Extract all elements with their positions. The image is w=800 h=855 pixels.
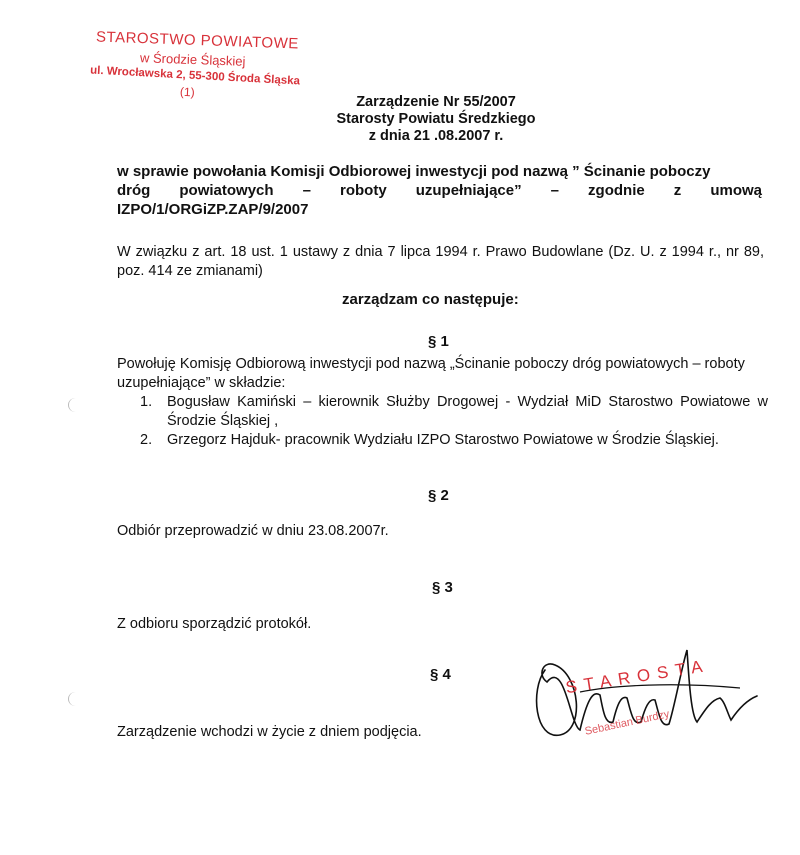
document-date: z dnia 21 .08.2007 r. xyxy=(368,128,504,144)
subject-line-1: w sprawie powołania Komisji Odbiorowej inwestycji pod nazwą ” Ścinanie poboczy xyxy=(117,163,711,180)
list-item-text: Bogusław Kamiński – kierownik Służby Drogowej - Wydział MiD Starostwo Powiatowe w Środzie Śląskiej , xyxy=(167,394,768,429)
stamp-line-1: STAROSTWO POWIATOWE xyxy=(95,28,300,53)
legal-basis: W związku z art. 18 ust. 1 ustawy z dnia 7 lipca 1994 r. Prawo Budowlane (Dz. U. z 1994 r., nr 89, poz. 414 ze zmianami) xyxy=(117,244,764,279)
list-item xyxy=(140,393,768,431)
section-1-heading: § 1 xyxy=(428,333,449,350)
punch-hole-mark xyxy=(68,398,83,412)
committee-members-list xyxy=(140,393,768,450)
section-1-text: Powołuję Komisję Odbiorową inwestycji pod nazwą „Ścinanie poboczy dróg powiatowych – roboty uzupełniające” w składzie: xyxy=(117,356,745,391)
section-2-heading: § 2 xyxy=(428,487,449,504)
signature-stamp-title: STAROSTA xyxy=(564,655,711,698)
list-item xyxy=(140,431,768,450)
punch-hole-mark xyxy=(68,692,83,706)
stamp-line-3: ul. Wrocławska 2, 55-300 Środa Śląska xyxy=(89,64,301,88)
signature-stamp-name: Sebastian Burdzy xyxy=(583,708,671,738)
list-item-number: 2. xyxy=(140,432,153,448)
subject-line-2: dróg powiatowych – roboty uzupełniające” – zgodnie z umową xyxy=(117,182,762,199)
handwritten-signature xyxy=(525,630,765,755)
stamp-line-4: (1) xyxy=(179,84,196,100)
decree-heading: zarządzam co następuje: xyxy=(342,291,519,308)
document-issuer: Starosty Powiatu Średzkiego xyxy=(336,111,536,127)
document-subject xyxy=(117,162,762,219)
section-3-text: Z odbioru sporządzić protokół. xyxy=(117,616,312,632)
section-4-heading: § 4 xyxy=(430,666,451,683)
office-stamp xyxy=(88,30,303,100)
document-title: Zarządzenie Nr 55/2007 xyxy=(356,94,516,110)
stamp-line-2: w Środzie Śląskiej xyxy=(139,50,246,69)
subject-line-3: IZPO/1/ORGiZP.ZAP/9/2007 xyxy=(117,201,309,218)
section-2-text: Odbiór przeprowadzić w dniu 23.08.2007r. xyxy=(117,523,389,539)
section-3-heading: § 3 xyxy=(432,579,453,596)
section-4-text: Zarządzenie wchodzi w życie z dniem podjęcia. xyxy=(117,724,422,740)
list-item-number: 1. xyxy=(140,394,153,410)
list-item-text: Grzegorz Hajduk- pracownik Wydziału IZPO Starostwo Powiatowe w Środzie Śląskiej. xyxy=(167,432,719,448)
